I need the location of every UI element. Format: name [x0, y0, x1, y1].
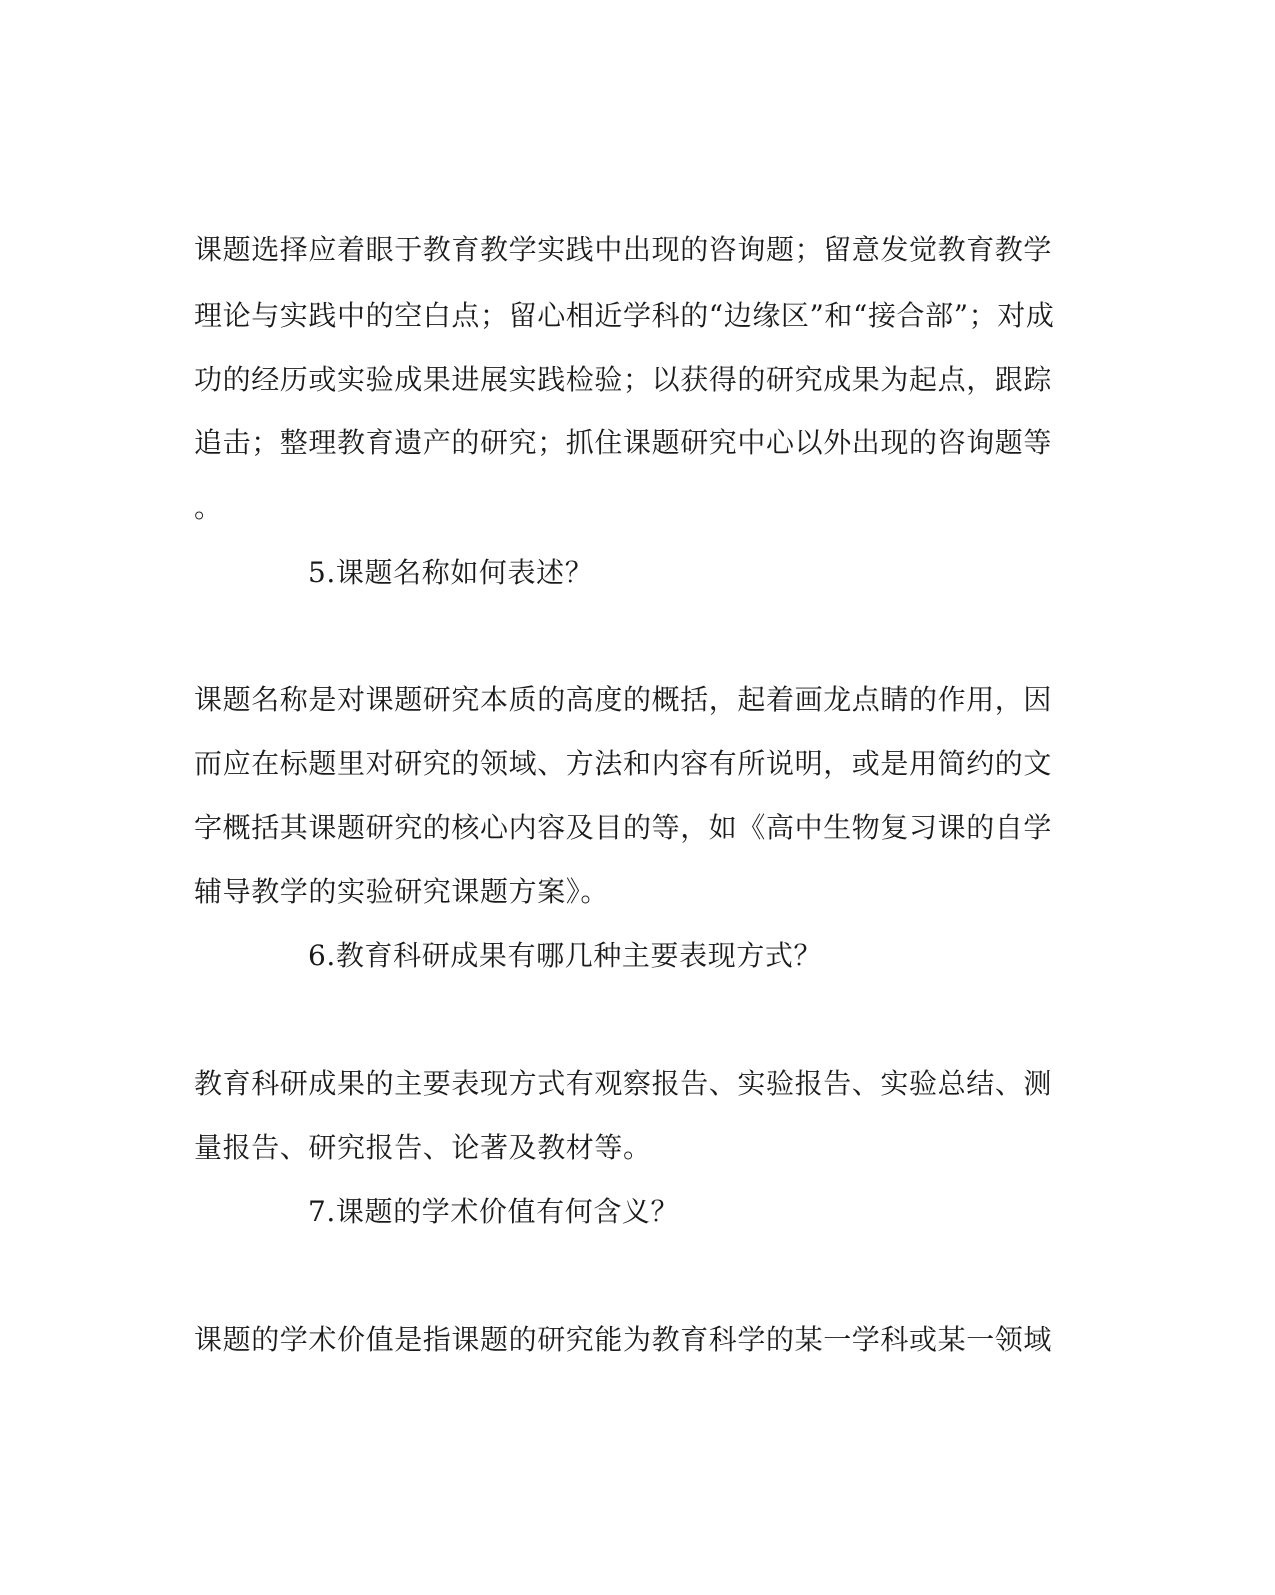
paragraph-line: 辅导教学的实验研究课题方案》。: [194, 875, 610, 908]
paragraph-line: 课题选择应着眼于教育教学实践中出现的咨询题；留意发觉教育教学: [194, 233, 1053, 266]
paragraph-line: 教育科研成果的主要表现方式有观察报告、实验报告、实验总结、测: [194, 1067, 1053, 1100]
paragraph-line: 而应在标题里对研究的领域、方法和内容有所说明，或是用简约的文: [194, 747, 1053, 780]
section-heading-7: 7.课题的学术价值有何含义？: [308, 1195, 680, 1228]
paragraph-line: 量报告、研究报告、论著及教材等。: [194, 1131, 652, 1164]
paragraph-line: 理论与实践中的空白点；留心相近学科的“边缘区”和“接合部”；对成: [194, 299, 1055, 332]
paragraph-line: 课题的学术价值是指课题的研究能为教育科学的某一学科或某一领域: [194, 1323, 1053, 1356]
paragraph-line: 课题名称是对课题研究本质的高度的概括，起着画龙点睛的作用，因: [194, 683, 1053, 716]
paragraph-line: 字概括其课题研究的核心内容及目的等，如《高中生物复习课的自学: [194, 811, 1053, 844]
section-heading-6: 6.教育科研成果有哪几种主要表现方式？: [308, 939, 823, 972]
section-heading-5: 5.课题名称如何表述？: [308, 556, 594, 589]
paragraph-line: 功的经历或实验成果进展实践检验；以获得的研究成果为起点，跟踪: [194, 363, 1053, 396]
paragraph-line: 追击；整理教育遗产的研究；抓住课题研究中心以外出现的咨询题等: [194, 426, 1053, 459]
paragraph-line: 。: [194, 491, 223, 524]
